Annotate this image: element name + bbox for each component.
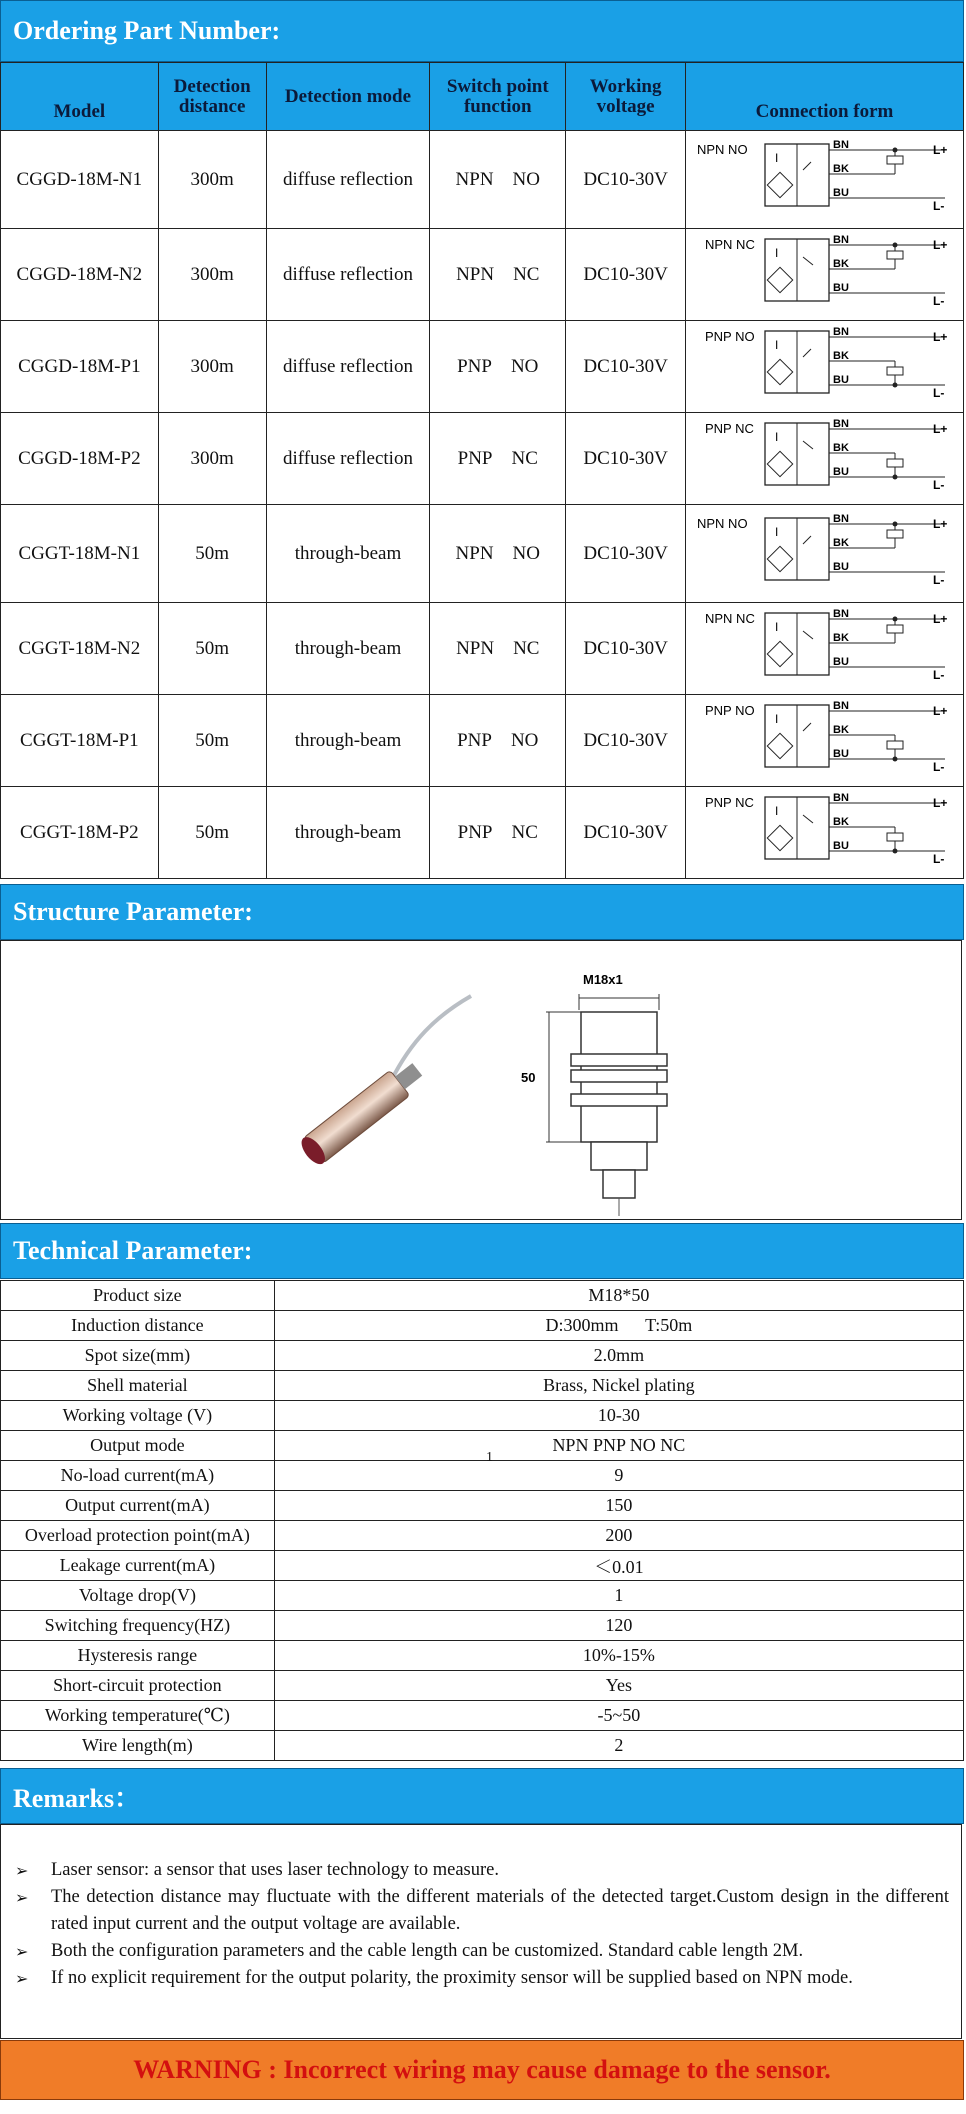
wiring-diagram-svg [695, 793, 955, 873]
svg-text:L-: L- [932, 198, 944, 213]
technical-row [1, 1521, 964, 1551]
svg-text:BK: BK [832, 536, 849, 549]
distance-cell: 300m [158, 413, 266, 505]
svg-text:L+: L+ [932, 795, 947, 810]
technical-row [1, 1551, 964, 1581]
param-label: Output current(mA) [1, 1491, 275, 1521]
svg-text:BN: BN [832, 139, 849, 151]
model-cell: CGGT-18M-P2 [1, 787, 159, 879]
voltage-cell: DC10-30V [566, 787, 686, 879]
svg-text:BU: BU [832, 186, 849, 199]
switch-cell: PNP NC [430, 787, 566, 879]
ordering-table [0, 62, 964, 879]
voltage-cell: DC10-30V [566, 131, 686, 229]
voltage-cell: DC10-30V [566, 505, 686, 603]
param-label: Short-circuit protection [1, 1671, 275, 1701]
ordering-row [1, 131, 964, 229]
header-switch-point-function: Switch point function [430, 63, 566, 131]
svg-text:BU: BU [832, 747, 849, 760]
connection-diagram-cell [686, 131, 964, 229]
header-working-voltage: Working voltage [566, 63, 686, 131]
svg-text:I: I [774, 337, 778, 352]
technical-row [1, 1371, 964, 1401]
technical-row [1, 1731, 964, 1761]
arrow-bullet-icon: ➢ [15, 1888, 29, 1907]
diagram-type-label: NPN NO [696, 515, 748, 531]
svg-text:I: I [774, 711, 778, 726]
model-cell: CGGT-18M-N2 [1, 603, 159, 695]
svg-text:BU: BU [832, 281, 849, 294]
param-value: 200 [274, 1521, 963, 1551]
svg-text:BN: BN [832, 326, 849, 338]
mode-cell: through-beam [266, 505, 430, 603]
param-value: -5~50 [274, 1701, 963, 1731]
header-model: Model [1, 63, 159, 131]
technical-row [1, 1431, 964, 1461]
technical-row [1, 1281, 964, 1311]
param-value: ＜0.01 [274, 1551, 963, 1581]
wiring-diagram-svg [695, 609, 955, 689]
mode-cell: diffuse reflection [266, 413, 430, 505]
param-label: Working temperature(℃) [1, 1701, 275, 1731]
technical-section-title: Technical Parameter: [0, 1223, 964, 1279]
svg-text:BU: BU [832, 839, 849, 852]
svg-text:BU: BU [832, 560, 849, 573]
model-cell: CGGD-18M-P2 [1, 413, 159, 505]
param-value: NPN PNP NO NC [274, 1431, 963, 1461]
diagram-type-label: PNP NC [704, 420, 754, 436]
svg-text:BN: BN [832, 234, 849, 246]
structure-section-title: Structure Parameter: [0, 884, 964, 940]
param-value: D:300mm T:50m [274, 1311, 963, 1341]
param-value: 1 [274, 1581, 963, 1611]
switch-cell: NPN NO [430, 505, 566, 603]
svg-text:L+: L+ [932, 421, 947, 436]
remark-item: ➢ Both the configuration parameters and the cable length can be customized. Standard cable length 2M. [15, 1938, 949, 1965]
param-label: Output mode [1, 1431, 275, 1461]
svg-text:L+: L+ [932, 329, 947, 344]
model-cell: CGGT-18M-P1 [1, 695, 159, 787]
param-value: 2 [274, 1731, 963, 1761]
arrow-bullet-icon: ➢ [15, 1942, 29, 1961]
svg-text:L+: L+ [932, 237, 947, 252]
param-label: Induction distance [1, 1311, 275, 1341]
param-label: Spot size(mm) [1, 1341, 275, 1371]
svg-text:L-: L- [932, 851, 944, 866]
connection-diagram-cell [686, 695, 964, 787]
ordering-row [1, 695, 964, 787]
model-cell: CGGD-18M-P1 [1, 321, 159, 413]
svg-text:I: I [774, 524, 778, 539]
svg-text:BU: BU [832, 655, 849, 668]
ordering-section-title: Ordering Part Number: [0, 0, 964, 62]
dimension-drawing [521, 966, 721, 1226]
svg-text:L-: L- [932, 667, 944, 682]
param-label: Shell material [1, 1371, 275, 1401]
switch-cell: NPN NC [430, 229, 566, 321]
remark-item: ➢ If no explicit requirement for the output polarity, the proximity sensor will be supplied based on NPN mode. [15, 1965, 949, 1992]
svg-text:BK: BK [832, 815, 849, 828]
technical-row [1, 1491, 964, 1521]
distance-cell: 50m [158, 787, 266, 879]
connection-diagram-cell [686, 787, 964, 879]
header-detection-distance: Detection distance [158, 63, 266, 131]
mode-cell: diffuse reflection [266, 229, 430, 321]
param-value: 2.0mm [274, 1341, 963, 1371]
arrow-bullet-icon: ➢ [15, 1861, 29, 1880]
switch-cell: PNP NC [430, 413, 566, 505]
mode-cell: diffuse reflection [266, 321, 430, 413]
svg-text:BN: BN [832, 700, 849, 712]
svg-text:I: I [774, 619, 778, 634]
technical-row [1, 1581, 964, 1611]
svg-text:I: I [774, 150, 778, 165]
technical-row [1, 1611, 964, 1641]
distance-cell: 50m [158, 695, 266, 787]
svg-text:BK: BK [832, 631, 849, 644]
wiring-diagram-svg [695, 419, 955, 499]
remarks-box [0, 1824, 962, 2039]
remarks-section-title: Remarks： [0, 1768, 964, 1824]
ordering-row [1, 321, 964, 413]
stray-mark: 1 [486, 1450, 493, 1465]
drawing-length-label: 50 [521, 1070, 536, 1085]
param-value: 10%-15% [274, 1641, 963, 1671]
param-value: M18*50 [274, 1281, 963, 1311]
distance-cell: 300m [158, 131, 266, 229]
svg-text:BK: BK [832, 441, 849, 454]
diagram-type-label: PNP NO [704, 702, 755, 718]
wiring-diagram-svg [695, 327, 955, 407]
mode-cell: through-beam [266, 603, 430, 695]
svg-text:BK: BK [832, 162, 849, 175]
technical-row [1, 1701, 964, 1731]
mode-cell: through-beam [266, 695, 430, 787]
distance-cell: 300m [158, 229, 266, 321]
svg-text:L+: L+ [932, 142, 947, 157]
distance-cell: 300m [158, 321, 266, 413]
wiring-diagram-svg [695, 140, 955, 220]
svg-text:BK: BK [832, 723, 849, 736]
param-label: Hysteresis range [1, 1641, 275, 1671]
warning-banner: WARNING : Incorrect wiring may cause damage to the sensor. [0, 2040, 964, 2100]
drawing-thread-label: M18x1 [583, 972, 623, 987]
svg-text:BN: BN [832, 418, 849, 430]
switch-cell: PNP NO [430, 321, 566, 413]
model-cell: CGGD-18M-N2 [1, 229, 159, 321]
param-value: 9 [274, 1461, 963, 1491]
diagram-type-label: NPN NC [704, 236, 755, 252]
diagram-type-label: PNP NO [704, 328, 755, 344]
wiring-diagram-svg [695, 514, 955, 594]
distance-cell: 50m [158, 603, 266, 695]
param-label: Product size [1, 1281, 275, 1311]
connection-diagram-cell [686, 321, 964, 413]
technical-row [1, 1341, 964, 1371]
param-value: 10-30 [274, 1401, 963, 1431]
svg-text:BN: BN [832, 513, 849, 525]
param-label: Leakage current(mA) [1, 1551, 275, 1581]
header-detection-mode: Detection mode [266, 63, 430, 131]
svg-text:L-: L- [932, 572, 944, 587]
technical-row [1, 1401, 964, 1431]
param-label: Voltage drop(V) [1, 1581, 275, 1611]
ordering-row [1, 603, 964, 695]
connection-diagram-cell [686, 229, 964, 321]
remark-item: ➢ Laser sensor: a sensor that uses laser technology to measure. [15, 1857, 949, 1884]
switch-cell: PNP NO [430, 695, 566, 787]
param-label: Working voltage (V) [1, 1401, 275, 1431]
distance-cell: 50m [158, 505, 266, 603]
connection-diagram-cell [686, 505, 964, 603]
voltage-cell: DC10-30V [566, 321, 686, 413]
diagram-type-label: PNP NC [704, 794, 754, 810]
svg-text:BU: BU [832, 373, 849, 386]
svg-text:BU: BU [832, 465, 849, 478]
svg-text:L-: L- [932, 385, 944, 400]
mode-cell: through-beam [266, 787, 430, 879]
svg-text:L+: L+ [932, 516, 947, 531]
svg-text:BK: BK [832, 349, 849, 362]
connection-diagram-cell [686, 413, 964, 505]
wiring-diagram-svg [695, 235, 955, 315]
technical-row [1, 1671, 964, 1701]
technical-row [1, 1641, 964, 1671]
model-cell: CGGT-18M-N1 [1, 505, 159, 603]
svg-text:I: I [774, 429, 778, 444]
svg-text:L-: L- [932, 477, 944, 492]
diagram-type-label: NPN NC [704, 610, 755, 626]
param-label: Switching frequency(HZ) [1, 1611, 275, 1641]
param-label: No-load current(mA) [1, 1461, 275, 1491]
technical-row [1, 1461, 964, 1491]
svg-text:L-: L- [932, 759, 944, 774]
param-value: 150 [274, 1491, 963, 1521]
param-value: Brass, Nickel plating [274, 1371, 963, 1401]
svg-text:L-: L- [932, 293, 944, 308]
diagram-type-label: NPN NO [696, 141, 748, 157]
technical-row [1, 1311, 964, 1341]
svg-text:L+: L+ [932, 611, 947, 626]
structure-images [0, 940, 962, 1220]
ordering-row [1, 413, 964, 505]
model-cell: CGGD-18M-N1 [1, 131, 159, 229]
voltage-cell: DC10-30V [566, 229, 686, 321]
svg-text:I: I [774, 245, 778, 260]
svg-text:L+: L+ [932, 703, 947, 718]
param-value: Yes [274, 1671, 963, 1701]
switch-cell: NPN NO [430, 131, 566, 229]
svg-text:BK: BK [832, 257, 849, 270]
ordering-row [1, 229, 964, 321]
voltage-cell: DC10-30V [566, 603, 686, 695]
voltage-cell: DC10-30V [566, 413, 686, 505]
param-label: Overload protection point(mA) [1, 1521, 275, 1551]
arrow-bullet-icon: ➢ [15, 1969, 29, 1988]
voltage-cell: DC10-30V [566, 695, 686, 787]
svg-text:BN: BN [832, 608, 849, 620]
remarks-list [1, 1825, 961, 1992]
technical-table [0, 1280, 964, 1761]
switch-cell: NPN NC [430, 603, 566, 695]
connection-diagram-cell [686, 603, 964, 695]
remark-item: ➢ The detection distance may fluctuate with the different materials of the detected target.Custom design in the different rated input current and the output voltage are available. [15, 1884, 949, 1938]
ordering-row [1, 505, 964, 603]
wiring-diagram-svg [695, 701, 955, 781]
param-value: 120 [274, 1611, 963, 1641]
mode-cell: diffuse reflection [266, 131, 430, 229]
param-label: Wire length(m) [1, 1731, 275, 1761]
ordering-row [1, 787, 964, 879]
svg-text:I: I [774, 803, 778, 818]
svg-text:BN: BN [832, 792, 849, 804]
header-connection-form: Connection form [686, 63, 964, 131]
